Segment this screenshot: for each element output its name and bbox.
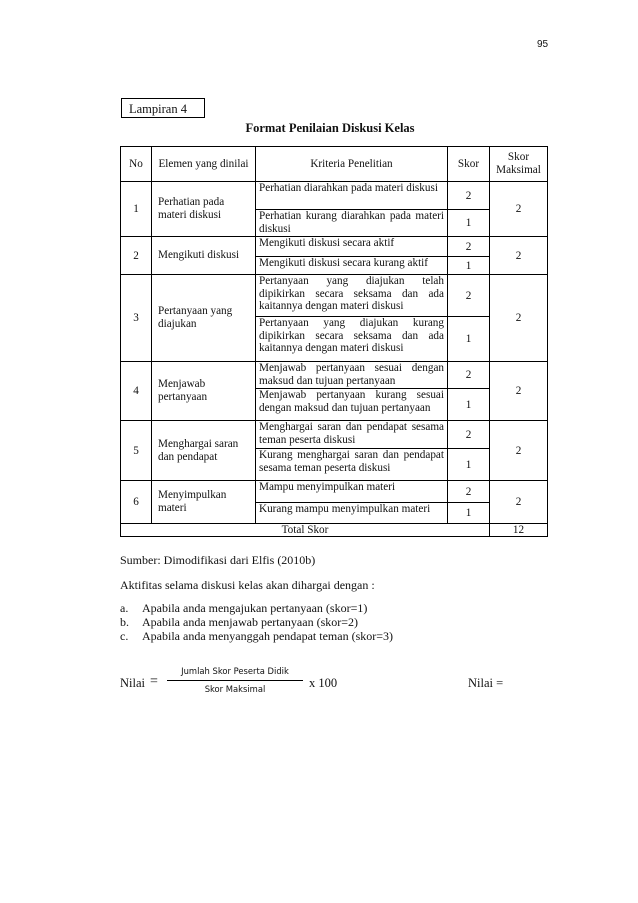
row-number: 6 [121, 481, 152, 524]
formula-equals: = [150, 674, 158, 689]
criterion-text: Menjawab pertanyaan kurang sesuai dengan maksud dan tujuan pertanyaan [256, 389, 448, 421]
row-max-score: 2 [490, 182, 548, 237]
criterion-text: Perhatian kurang diarahkan pada materi diskusi [256, 210, 448, 237]
criterion-text: Perhatian diarahkan pada materi diskusi [256, 182, 448, 210]
table-row [121, 237, 548, 257]
header-skor: Skor [448, 147, 490, 182]
criteria-letter: c. [120, 629, 129, 643]
criterion-text: Menjawab pertanyaan sesuai dengan maksud dan tujuan pertanyaan [256, 362, 448, 389]
row-number: 4 [121, 362, 152, 421]
row-max-score: 2 [490, 481, 548, 524]
criterion-text: Kurang menghargai saran dan pendapat sesama teman peserta diskusi [256, 449, 448, 481]
criterion-score: 1 [448, 317, 490, 362]
table-row [121, 362, 548, 389]
criterion-score: 2 [448, 237, 490, 257]
criterion-text: Mengikuti diskusi secara kurang aktif [256, 257, 448, 275]
criterion-score: 2 [448, 275, 490, 317]
activity-intro: Aktifitas selama diskusi kelas akan dihargai dengan : [120, 578, 375, 592]
criterion-score: 1 [448, 257, 490, 275]
row-number: 2 [121, 237, 152, 275]
header-kriteria: Kriteria Penelitian [256, 147, 448, 182]
criterion-score: 2 [448, 362, 490, 389]
criterion-text: Pertanyaan yang diajukan telah dipikirkan secara seksama dan ada kaitannya dengan materi diskusi [256, 275, 448, 317]
criteria-item-a [120, 601, 367, 616]
assessment-table [120, 146, 548, 537]
header-no: No [121, 147, 152, 182]
row-element: Mengikuti diskusi [152, 237, 256, 275]
table-row [121, 275, 548, 317]
page-number: 95 [537, 39, 549, 50]
header-skor-maksimal: Skor Maksimal [490, 147, 548, 182]
row-max-score: 2 [490, 421, 548, 481]
total-row [121, 524, 548, 537]
row-element: Menjawab pertanyaan [152, 362, 256, 421]
criteria-item-b [120, 615, 358, 630]
row-max-score: 2 [490, 237, 548, 275]
nilai-right-label: Nilai = [468, 676, 504, 690]
criteria-text: Apabila anda mengajukan pertanyaan (skor=1) [142, 601, 368, 615]
criteria-letter: a. [120, 601, 129, 615]
table-row [121, 481, 548, 503]
row-max-score: 2 [490, 362, 548, 421]
criterion-text: Menghargai saran dan pendapat sesama teman peserta diskusi [256, 421, 448, 449]
form-title-text: Format Penilaian Diskusi Kelas [245, 121, 415, 135]
table-row [121, 421, 548, 449]
row-number: 1 [121, 182, 152, 237]
source-note: Sumber: Dimodifikasi dari Elfis (2010b) [120, 553, 316, 567]
fraction-bar [167, 680, 303, 681]
criterion-score: 2 [448, 182, 490, 210]
criterion-score: 2 [448, 481, 490, 503]
criteria-letter: b. [120, 615, 129, 629]
row-number: 3 [121, 275, 152, 362]
criteria-text: Apabila anda menyanggah pendapat teman (skor=3) [142, 629, 394, 643]
criterion-text: Mampu menyimpulkan materi [256, 481, 448, 503]
criterion-text: Pertanyaan yang diajukan kurang dipikirkan secara seksama dan ada kaitannya dengan materi diskusi [256, 317, 448, 362]
formula-numerator: Jumlah Skor Peserta Didik [181, 666, 289, 676]
formula-multiplier: x 100 [309, 676, 338, 690]
criterion-score: 1 [448, 449, 490, 481]
criterion-text: Mengikuti diskusi secara aktif [256, 237, 448, 257]
table-row [121, 182, 548, 210]
row-number: 5 [121, 421, 152, 481]
table-header-row [121, 147, 548, 182]
criterion-score: 1 [448, 210, 490, 237]
criterion-text: Kurang mampu menyimpulkan materi [256, 503, 448, 524]
lampiran-label: Lampiran 4 [121, 98, 205, 118]
total-value: 12 [490, 524, 548, 537]
row-max-score: 2 [490, 275, 548, 362]
criterion-score: 1 [448, 389, 490, 421]
form-title [0, 121, 638, 136]
row-element: Pertanyaan yang diajukan [152, 275, 256, 362]
formula-denominator: Skor Maksimal [204, 684, 266, 694]
row-element: Menghargai saran dan pendapat [152, 421, 256, 481]
formula-label: Nilai [120, 676, 145, 690]
total-label: Total Skor [121, 524, 490, 537]
criteria-item-c [120, 629, 393, 644]
criterion-score: 2 [448, 421, 490, 449]
criteria-text: Apabila anda menjawab pertanyaan (skor=2) [142, 615, 359, 629]
criterion-score: 1 [448, 503, 490, 524]
header-elemen: Elemen yang dinilai [152, 147, 256, 182]
row-element: Perhatian pada materi diskusi [152, 182, 256, 237]
row-element: Menyimpulkan materi [152, 481, 256, 524]
